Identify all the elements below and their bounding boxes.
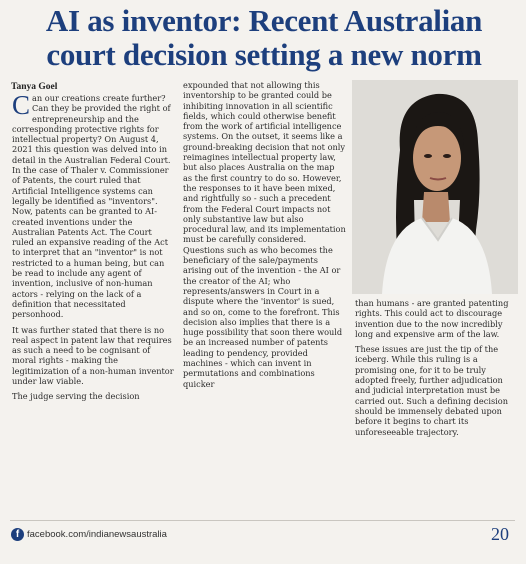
paragraph — [12, 90, 175, 320]
article-column-2 — [183, 80, 346, 394]
paragraph: than humans - are granted patenting rights. This could act to discourage invention due to the now incredibly long and expensive arm of the law. — [355, 298, 509, 339]
page-number: 20 — [491, 524, 509, 544]
paragraph: These issues are just the tip of the iceberg. While this ruling is a promising one, for it to be truly adopted freely, further adjudication and judicial interpretation must be carried out. Such a defining decision should be immensely debated upon before it begins to chart its unforeseeable trajectory. — [355, 344, 508, 437]
author-byline: Tanya Goel — [11, 82, 58, 92]
paragraph-text: an our creations create further? Can they be provided the right of entrepreneurship and the corresponding protective rights for intellectual property? On August 4, 2021 this question was delved into in detail in the Australian Federal Court. In the case of Thaler v. Commissioner of Patents, the court ruled that Artificial Intelligence systems can legally be identified as "inventors". Now, patents can be granted to AI-created inventions under the Australian Patents Act. The Court ruled an expansive reading of the Act to interpret that an "inventor" is not restricted to a human being, but can be read to include any agent of invention, inclusive of non-human actors - relying on the lack of a definition that necessitated personhood. — [12, 93, 171, 320]
article-column-3 — [355, 298, 518, 442]
article-column-1 — [12, 90, 175, 407]
author-portrait-image — [352, 80, 518, 294]
paragraph: It was further stated that there is no real aspect in patent law that requires as such a need to be cognisant of moral rights - making the legitimization of a non-human inventor under law viable. — [12, 324, 174, 387]
facebook-link[interactable]: facebook.com/indianewsaustralia — [27, 529, 167, 540]
paragraph: The judge serving the decision — [12, 391, 140, 402]
footer-divider — [10, 520, 515, 521]
article-headline: AI as inventor: Recent Australian court decision setting a new norm — [45, 3, 483, 72]
drop-cap: C — [12, 90, 31, 120]
facebook-icon: f — [11, 528, 24, 541]
paragraph: expounded that not allowing this inventorship to be granted could be inhibiting innovation in all scientific fields, which could otherwise benefit from the work of artificial intelligence systems. On the outset, it seems like a ground-breaking decision that not only reimagines intellectual property law, but also places Australia on the map as the first country to do so. However, the responses to it have been mixed, and rightfully so - such a precedent from the Federal Court impacts not only substantive law but also procedural law, and its implementation must be carefully considered. Questions such as who becomes the beneficiary of the sale/payments arising out of the invention - the AI or the creator of the AI; who represents/answers in Court in a dispute where the 'inventor' is sued, and so on, come to the forefront. This decision also implies that there is a huge possibility that soon there would be an increased number of patents leading to pendency, provided machines - which can invent in permutations and combinations quicker — [183, 80, 346, 389]
author-photo — [352, 80, 518, 294]
